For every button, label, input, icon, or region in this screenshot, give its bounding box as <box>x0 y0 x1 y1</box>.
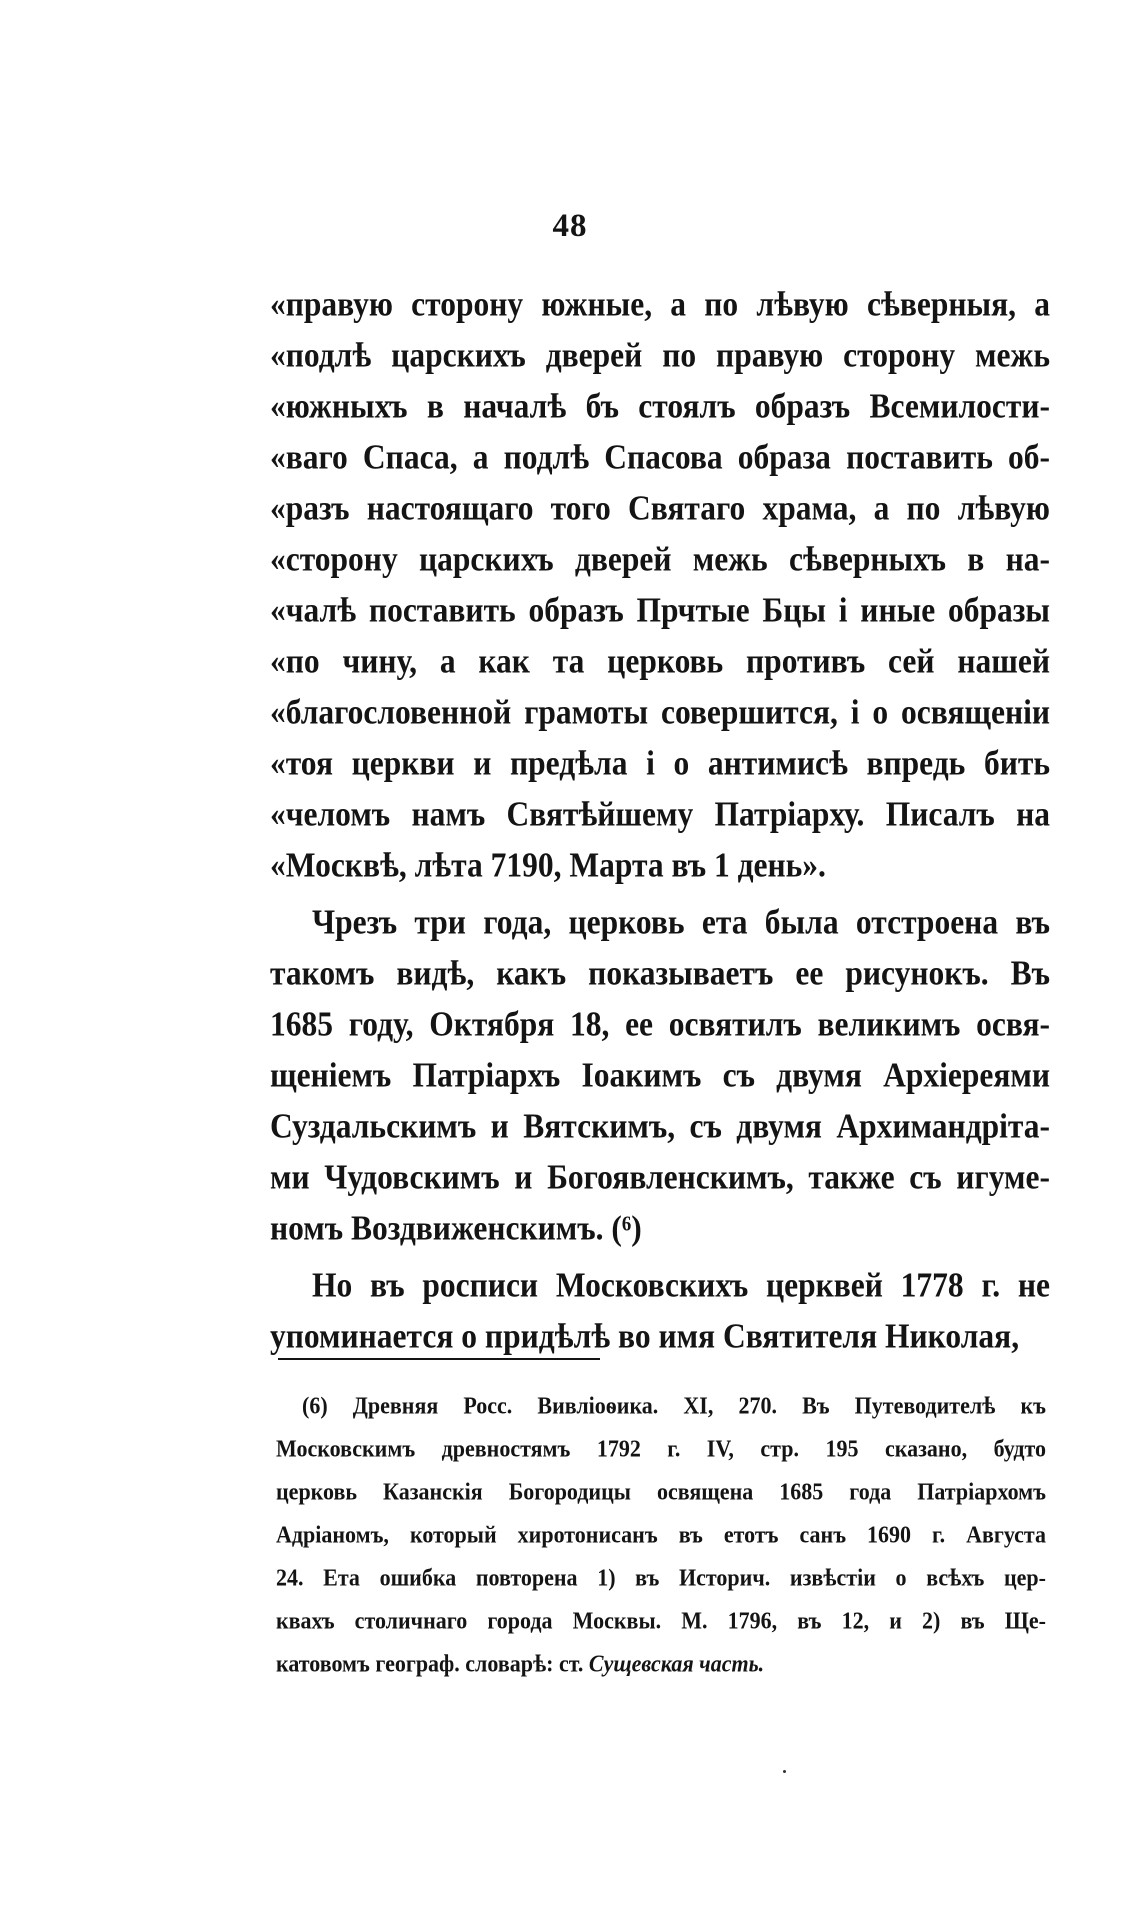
text-line: «Москвѣ, лѣта 7190, Марта въ 1 день». <box>270 844 826 885</box>
footnote <box>276 1384 1046 1685</box>
main-text <box>270 278 1050 1361</box>
text-line: щеніемъ Патріархъ Іоакимъ съ двумя Архіереями <box>270 1054 1050 1095</box>
text-line: упоминается о придѣлѣ во имя Святителя Николая, <box>270 1315 1020 1356</box>
text-line: «чалѣ поставить образъ Прчтые Бцы і иные образы <box>270 589 1050 630</box>
text-line: 1685 году, Октября 18, ее освятилъ великимъ освя- <box>270 1003 1050 1044</box>
text-line: Но въ росписи Московскихъ церквей 1778 г. не <box>312 1264 1050 1305</box>
footnote-line: 24. Ета ошибка повторена 1) въ Историч. извѣстіи о всѣхъ цер- <box>276 1563 1046 1592</box>
text-line: «тоя церкви и предѣла і о антимисѣ впредь бить <box>270 742 1050 783</box>
footnote-line: Адріаномъ, который хиротонисанъ въ етотъ санъ 1690 г. Августа <box>276 1520 1046 1549</box>
text-line: Суздальскимъ и Вятскимъ, съ двумя Архимандріта- <box>270 1105 1050 1146</box>
text-line: «благословенной грамоты совершится, і о освященіи <box>270 691 1050 732</box>
footnote-line-last <box>276 1640 1046 1687</box>
text-line: «подлѣ царскихъ дверей по правую сторону межь <box>270 334 1050 375</box>
footnote-line: Московскимъ древностямъ 1792 г. IV, стр. 195 сказано, будто <box>276 1434 1046 1463</box>
text-line: Чрезъ три года, церковь ета была отстроена въ <box>312 901 1050 942</box>
text-line: «правую сторону южные, а по лѣвую сѣверныя, а <box>270 283 1050 324</box>
footnote-divider <box>278 1358 600 1360</box>
footnote-italic: Сущевская часть. <box>588 1649 765 1678</box>
text-line: «разъ настоящаго того Святаго храма, а по лѣвую <box>270 487 1050 528</box>
text-line: «ваго Спаса, а подлѣ Спасова образа поставить об- <box>270 436 1050 477</box>
page-number: 48 <box>552 208 588 244</box>
footnote-line: церковь Казанскія Богородицы освящена 1685 года Патріархомъ <box>276 1477 1046 1506</box>
footnote-line: квахъ столичнаго города Москвы. М. 1796, въ 12, и 2) въ Ще- <box>276 1606 1046 1635</box>
footnote-text: катовомъ географ. словарѣ: ст. <box>276 1649 584 1678</box>
text-line: такомъ видѣ, какъ показываетъ ее рисунокъ. Въ <box>270 952 1050 993</box>
text-line: «южныхъ в началѣ бъ стоялъ образъ Всемилости- <box>270 385 1050 426</box>
text-line: «челомъ намъ Святѣйшему Патріарху. Писалъ на <box>270 793 1050 834</box>
text-line: ми Чудовскимъ и Богоявленскимъ, также съ игуме- <box>270 1156 1050 1197</box>
print-speck <box>783 1770 786 1773</box>
text-line: номъ Воздвиженскимъ. (⁶) <box>270 1207 642 1248</box>
text-line: «сторону царскихъ дверей межь сѣверныхъ в на- <box>270 538 1050 579</box>
text-line: «по чину, а как та церковь противъ сей нашей <box>270 640 1050 681</box>
footnote-line: (6) Древняя Росс. Вивліоѳика. XI, 270. Въ Путеводителѣ къ <box>302 1391 1046 1420</box>
